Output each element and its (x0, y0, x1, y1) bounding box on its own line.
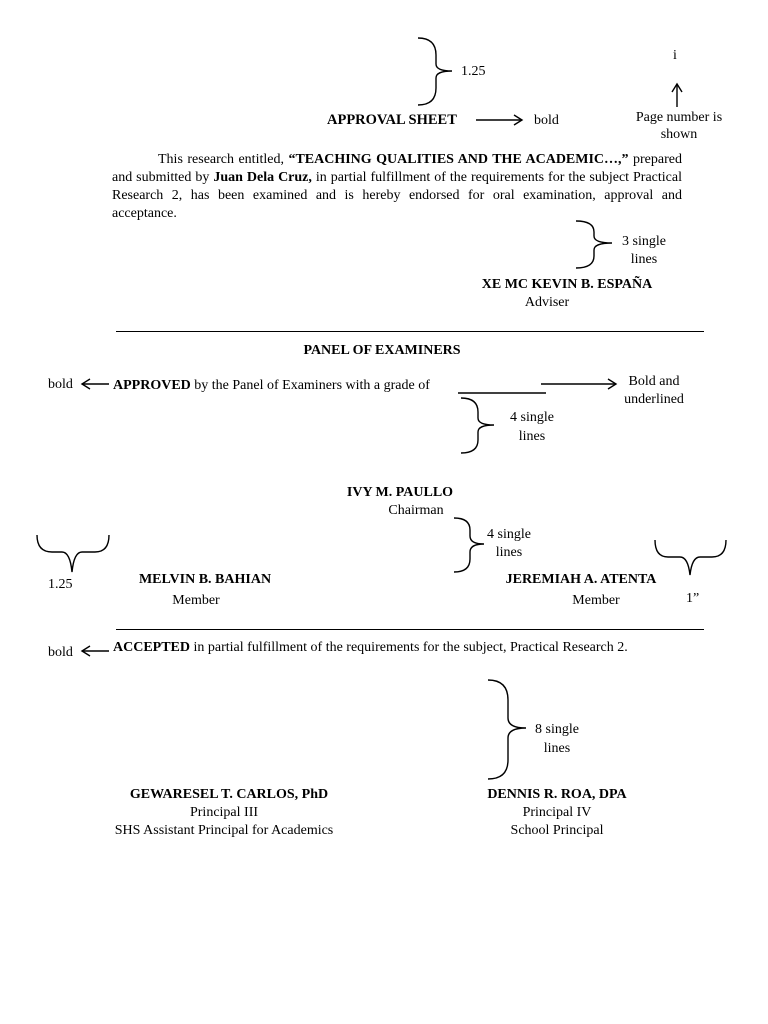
bold-note-title: bold (534, 113, 559, 128)
member-right-name: JEREMIAH A. ATENTA (505, 572, 657, 587)
adviser-role: Adviser (524, 295, 570, 310)
eight-lines-note-2: lines (543, 741, 571, 756)
bold-underlined-note-2: underlined (624, 392, 684, 407)
endorsement-paragraph (112, 151, 682, 223)
signatory-left-role-2: SHS Assistant Principal for Academics (114, 823, 334, 838)
page-number: i (673, 48, 677, 63)
eight-lines-note-1: 8 single (535, 722, 579, 737)
page-number-note-2: shown (660, 127, 698, 142)
member-left-name: MELVIN B. BAHIAN (138, 572, 272, 587)
bold-underlined-note-1: Bold and (628, 374, 680, 389)
top-margin-brace (418, 38, 452, 105)
right-margin-label: 1” (686, 591, 700, 606)
signatory-right-name: DENNIS R. ROA, DPA (487, 787, 627, 802)
right-margin-brace (655, 540, 726, 575)
four-lines-note-b-1: 4 single (487, 527, 531, 542)
paragraph-text-2: prepared and submitted by (112, 152, 682, 185)
chairman-name: IVY M. PAULLO (346, 485, 454, 500)
bold-note-accepted: bold (48, 645, 73, 660)
left-margin-label: 1.25 (48, 577, 73, 592)
approved-line (113, 377, 430, 394)
signatory-left-role-1: Principal III (189, 805, 259, 820)
paragraph-text-1: This research entitled, (158, 152, 289, 167)
research-title: “TEACHING QUALITIES AND THE ACADEMIC…,” (288, 152, 629, 167)
page-number-note-1: Page number is (635, 110, 723, 125)
accepted-word: ACCEPTED (113, 640, 191, 655)
divider-2 (116, 629, 704, 630)
accepted-text: in partial fulfillment of the requirements for the subject, Practical Research 2. (190, 640, 628, 655)
divider-1 (116, 331, 704, 332)
approved-text: by the Panel of Examiners with a grade of (190, 378, 430, 393)
signatory-right-role-2: School Principal (510, 823, 604, 838)
member-right-role: Member (572, 593, 620, 608)
page-title: APPROVAL SHEET (327, 112, 457, 128)
signatory-right-role-1: Principal IV (522, 805, 592, 820)
author-name: Juan Dela Cruz, (213, 170, 312, 185)
three-lines-note-1: 3 single (622, 234, 666, 249)
four-lines-note-a-1: 4 single (510, 410, 554, 425)
paragraph-text-3: in partial fulfillment of the requirements for the subject Practical Research 2, has been examined and is hereby endorsed for oral examination, approval and acceptance. (112, 170, 682, 221)
adviser-name: XE MC KEVIN B. ESPAÑA (481, 277, 653, 292)
member-left-role: Member (172, 593, 220, 608)
three-lines-note-2: lines (630, 252, 658, 267)
top-margin-label: 1.25 (461, 64, 486, 79)
signatory-left-name: GEWARESEL T. CARLOS, PhD (129, 787, 329, 802)
accepted-line (113, 639, 628, 656)
four-lines-note-b-2: lines (495, 545, 523, 560)
panel-heading: PANEL OF EXAMINERS (303, 343, 461, 358)
four-lines-note-a-2: lines (518, 429, 546, 444)
bold-note-approved: bold (48, 377, 73, 392)
chairman-role: Chairman (388, 503, 444, 518)
left-margin-brace (37, 535, 109, 572)
approved-word: APPROVED (113, 378, 191, 393)
